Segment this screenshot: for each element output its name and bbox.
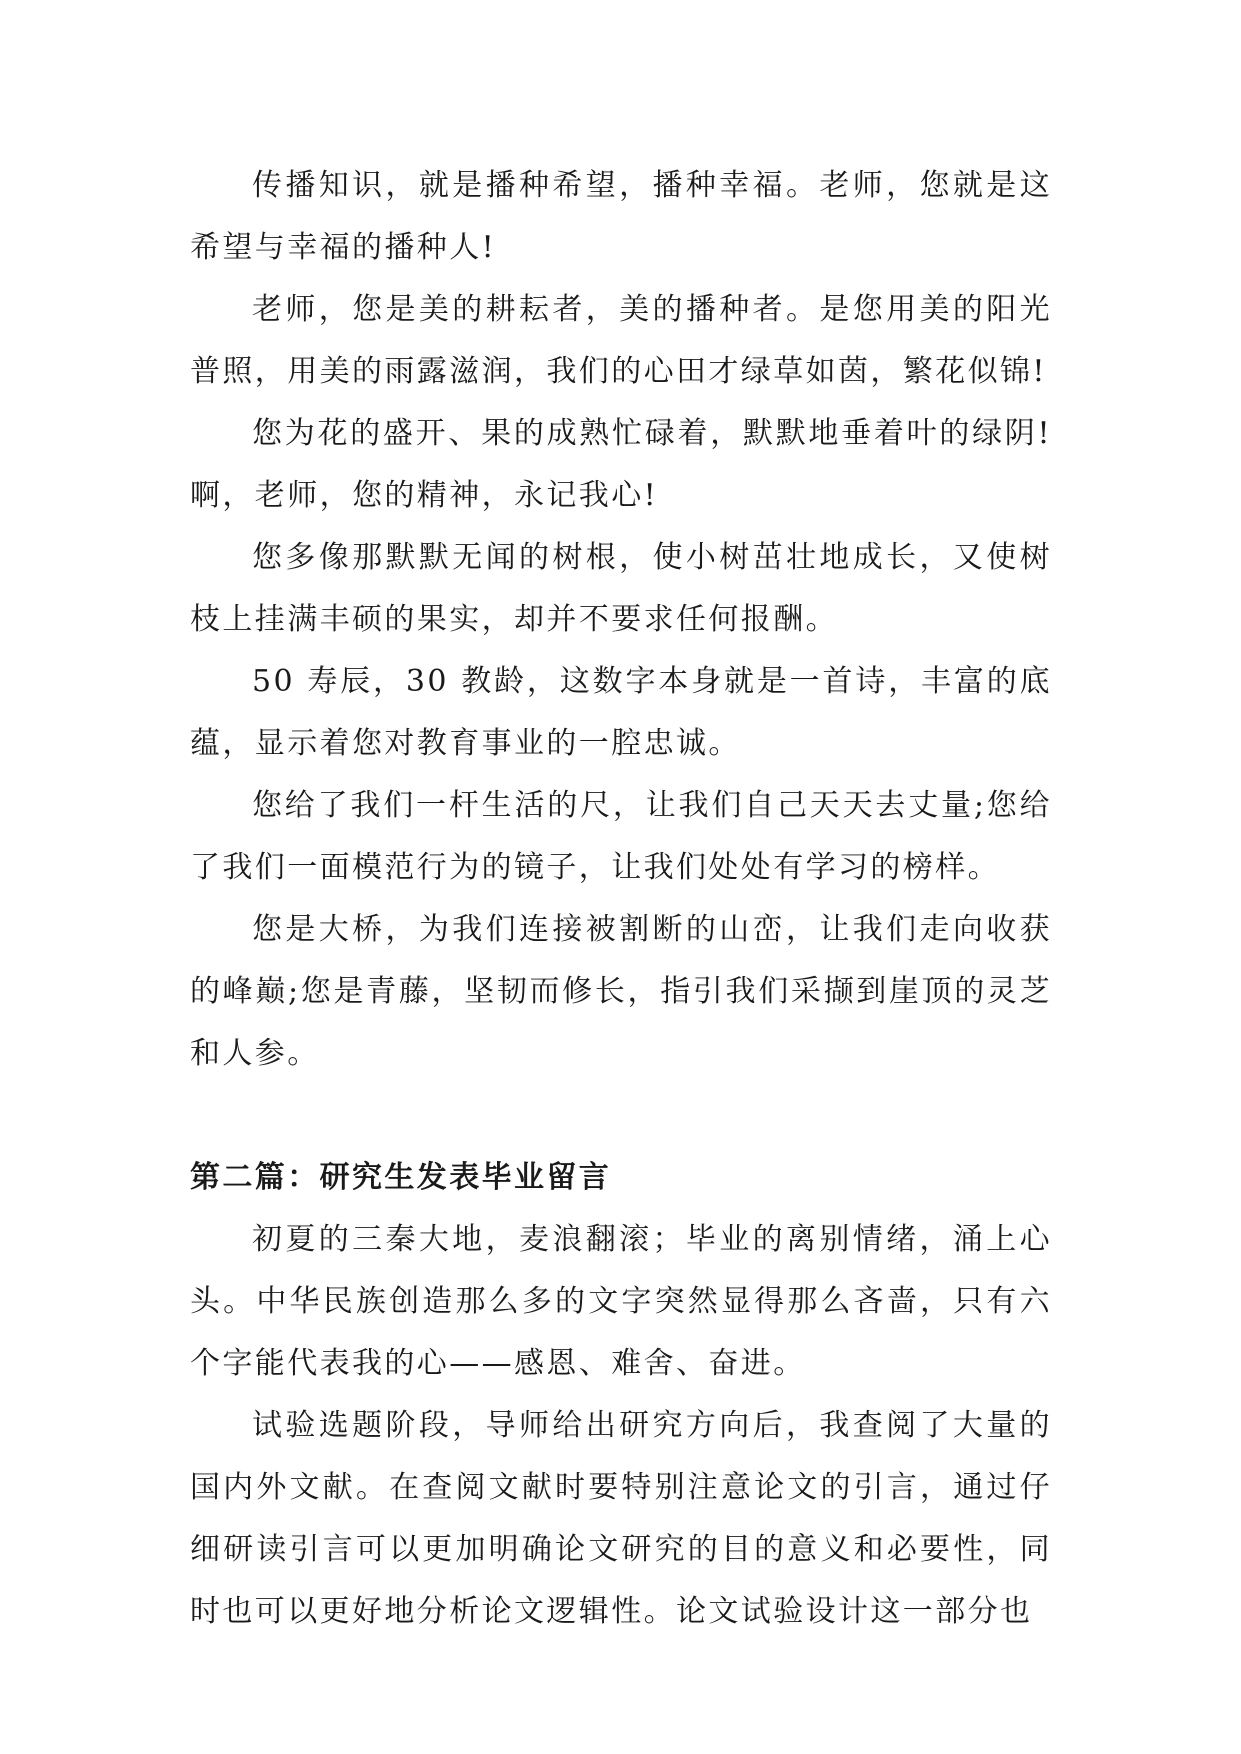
paragraph: 试验选题阶段，导师给出研究方向后，我查阅了大量的国内外文献。在查阅文献时要特别注意论文的引言，通过仔细研读引言可以更加明确论文研究的目的意义和必要性，同时也可以更好地分析论文逻辑性。论文试验设计这一部分也 [190,1408,1052,1629]
section-heading: 第二篇：研究生发表毕业留言 [190,1160,612,1195]
paragraph: 传播知识，就是播种希望，播种幸福。老师，您就是这希望与幸福的播种人! [190,168,1052,265]
paragraph: 50 寿辰，30 教龄，这数字本身就是一首诗，丰富的底蕴，显示着您对教育事业的一腔忠诚。 [190,664,1052,761]
paragraph: 您多像那默默无闻的树根，使小树茁壮地成长，又使树枝上挂满丰硕的果实，却并不要求任何报酬。 [190,540,1052,637]
document-page [190,155,1052,1643]
paragraph: 您是大桥，为我们连接被割断的山峦，让我们走向收获的峰巅;您是青藤，坚韧而修长，指引我们采撷到崖顶的灵芝和人参。 [190,912,1052,1071]
paragraph: 老师，您是美的耕耘者，美的播种者。是您用美的阳光普照，用美的雨露滋润，我们的心田才绿草如茵，繁花似锦! [190,292,1052,389]
paragraph: 您为花的盛开、果的成熟忙碌着，默默地垂着叶的绿阴!啊，老师，您的精神，永记我心! [190,416,1052,513]
paragraph: 初夏的三秦大地，麦浪翻滚；毕业的离别情绪，涌上心头。中华民族创造那么多的文字突然显得那么吝啬，只有六个字能代表我的心——感恩、难舍、奋进。 [190,1222,1052,1381]
paragraph: 您给了我们一杆生活的尺，让我们自己天天去丈量;您给了我们一面模范行为的镜子，让我们处处有学习的榜样。 [190,788,1052,885]
